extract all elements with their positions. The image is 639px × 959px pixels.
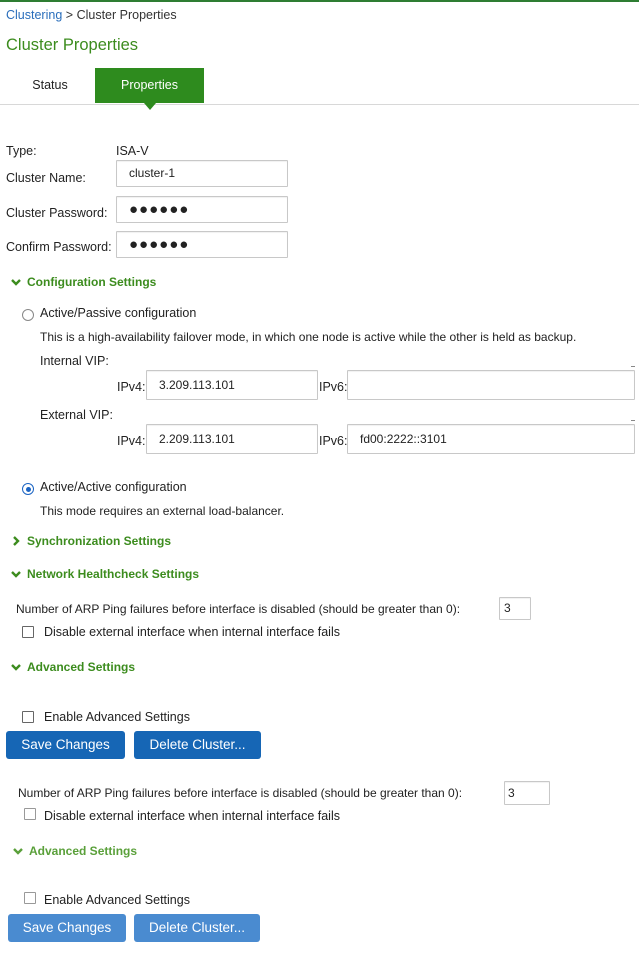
external-vip-label: External VIP: (40, 408, 113, 422)
enable-advanced-label-secondary: Enable Advanced Settings (44, 893, 190, 907)
tab-bar (0, 68, 639, 105)
internal-ipv4-label: IPv4: (117, 380, 146, 394)
chevron-down-icon (11, 662, 21, 672)
page-title: Cluster Properties (6, 36, 139, 54)
active-active-radio[interactable] (22, 483, 34, 495)
field-edge-mark (631, 420, 635, 421)
arp-failures-label: Number of ARP Ping failures before interface is disabled (should be greater than 0): (16, 602, 461, 616)
enable-advanced-checkbox-secondary[interactable] (24, 892, 36, 904)
cluster-name-input[interactable]: cluster-1 (116, 160, 288, 187)
active-active-description: This mode requires an external load-balancer. (40, 504, 285, 518)
advanced-settings-toggle[interactable] (11, 660, 135, 674)
disable-external-checkbox-secondary[interactable] (24, 808, 36, 820)
network-healthcheck-toggle[interactable] (11, 567, 199, 581)
synchronization-settings-heading: Synchronization Settings (27, 534, 172, 548)
enable-advanced-label: Enable Advanced Settings (44, 710, 190, 724)
type-value: ISA-V (116, 144, 149, 158)
tab-properties[interactable]: Properties (95, 68, 204, 103)
synchronization-settings-toggle[interactable] (11, 534, 171, 548)
advanced-settings-toggle-secondary[interactable] (13, 844, 137, 858)
cluster-password-input[interactable]: ●●●●●● (116, 196, 288, 223)
external-ipv4-label: IPv4: (117, 434, 146, 448)
active-passive-description: This is a high-availability failover mode, in which one node is active while the other is held as backup. (40, 330, 577, 344)
chevron-right-icon (11, 536, 21, 546)
confirm-password-input[interactable]: ●●●●●● (116, 231, 288, 258)
chevron-down-icon (11, 277, 21, 287)
enable-advanced-checkbox[interactable] (22, 711, 34, 723)
network-healthcheck-heading: Network Healthcheck Settings (27, 567, 200, 581)
breadcrumb-current: Cluster Properties (76, 8, 177, 22)
external-ipv6-input[interactable]: fd00:2222::3101 (347, 424, 635, 454)
disable-external-label-secondary: Disable external interface when internal interface fails (44, 809, 340, 823)
arp-failures-label-secondary: Number of ARP Ping failures before interface is disabled (should be greater than 0): (18, 786, 463, 800)
internal-ipv6-label: IPv6: (319, 380, 348, 394)
configuration-settings-heading: Configuration Settings (27, 275, 157, 289)
configuration-settings-toggle[interactable] (11, 275, 156, 289)
save-changes-button-secondary[interactable]: Save Changes (8, 914, 126, 942)
internal-vip-label: Internal VIP: (40, 354, 109, 368)
breadcrumb-separator: > (65, 8, 74, 22)
delete-cluster-button-secondary[interactable]: Delete Cluster... (134, 914, 260, 942)
field-edge-mark (631, 366, 635, 367)
advanced-settings-heading: Advanced Settings (27, 660, 136, 674)
cluster-name-label: Cluster Name: (6, 171, 86, 185)
advanced-settings-heading-secondary: Advanced Settings (29, 844, 138, 858)
cluster-password-label: Cluster Password: (6, 206, 108, 220)
breadcrumb (6, 8, 177, 22)
internal-ipv6-input[interactable] (347, 370, 635, 400)
chevron-down-icon (13, 846, 23, 856)
save-changes-button[interactable]: Save Changes (6, 731, 125, 759)
internal-ipv4-input[interactable]: 3.209.113.101 (146, 370, 318, 400)
external-ipv6-label: IPv6: (319, 434, 348, 448)
active-passive-radio[interactable] (22, 309, 34, 321)
disable-external-checkbox[interactable] (22, 626, 34, 638)
arp-failures-input-secondary[interactable]: 3 (504, 781, 550, 805)
breadcrumb-clustering-link[interactable]: Clustering (6, 8, 63, 22)
chevron-down-icon (11, 569, 21, 579)
confirm-password-label: Confirm Password: (6, 240, 112, 254)
active-passive-label: Active/Passive configuration (40, 306, 197, 320)
active-active-label: Active/Active configuration (40, 480, 187, 494)
disable-external-label: Disable external interface when internal interface fails (44, 625, 340, 639)
tab-status[interactable]: Status (32, 78, 68, 92)
delete-cluster-button[interactable]: Delete Cluster... (134, 731, 261, 759)
type-label: Type: (6, 144, 37, 158)
external-ipv4-input[interactable]: 2.209.113.101 (146, 424, 318, 454)
arp-failures-input[interactable]: 3 (499, 597, 531, 620)
